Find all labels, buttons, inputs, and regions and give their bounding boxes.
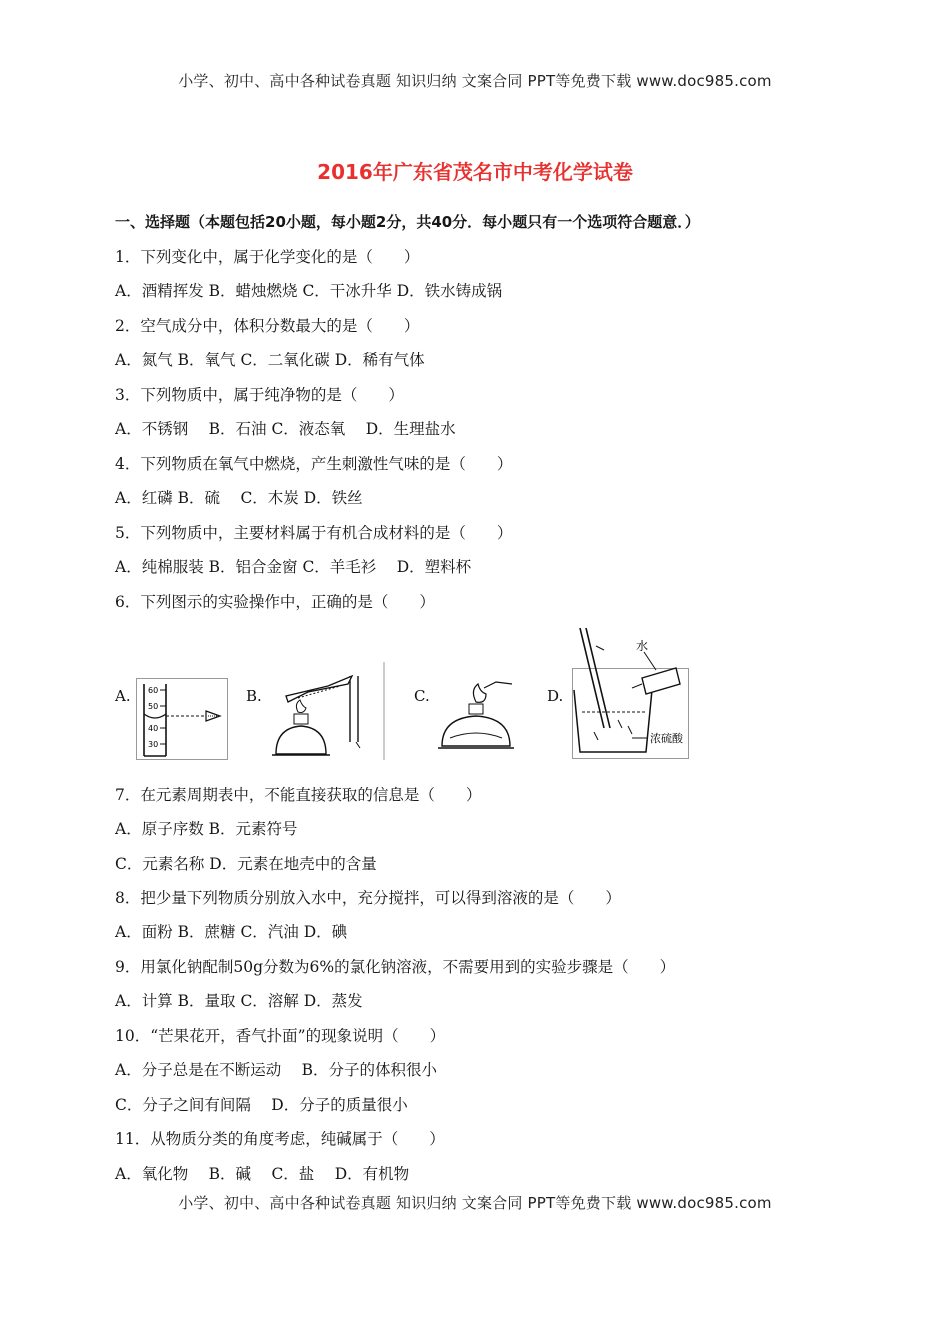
question-7-options-1: A．原子序数 B．元素符号 — [115, 820, 298, 838]
section-heading: 一、选择题（本题包括20小题，每小题2分，共40分．每小题只有一个选项符合题意．） — [115, 213, 700, 231]
question-2-options: A．氮气 B．氧气 C．二氧化碳 D．稀有气体 — [115, 351, 425, 369]
question-1-options: A．酒精挥发 B．蜡烛燃烧 C．干冰升华 D．铁水铸成锅 — [115, 282, 503, 300]
figure-label-b: B. — [246, 687, 262, 705]
page-footer: 小学、初中、高中各种试卷真题 知识归纳 文案合同 PPT等免费下载 www.doc985.com — [178, 1194, 772, 1212]
figure-label-d: D. — [547, 687, 564, 705]
question-7-options-2: C．元素名称 D．元素在地壳中的含量 — [115, 855, 377, 873]
page-header: 小学、初中、高中各种试卷真题 知识归纳 文案合同 PPT等免费下载 www.doc985.com — [178, 72, 772, 90]
question-6: 6．下列图示的实验操作中，正确的是（ ） — [115, 593, 435, 611]
figure-label-a: A. — [115, 687, 131, 705]
cylinder-mark-30: 30 — [148, 740, 159, 749]
question-1: 1．下列变化中，属于化学变化的是（ ） — [115, 248, 420, 266]
question-10-options-1: A．分子总是在不断运动 B．分子的体积很小 — [115, 1061, 438, 1079]
question-9: 9．用氯化钠配制50g分数为6%的氯化钠溶液，不需要用到的实验步骤是（ ） — [115, 958, 676, 976]
question-3-options: A．不锈钢 B．石油 C．液态氧 D．生理盐水 — [115, 420, 456, 438]
graduated-cylinder-figure — [136, 678, 228, 760]
question-7: 7．在元素周期表中，不能直接获取的信息是（ ） — [115, 786, 482, 804]
water-label: 水 — [636, 639, 649, 653]
question-11-options: A．氧化物 B．碱 C．盐 D．有机物 — [115, 1165, 410, 1183]
question-8-options: A．面粉 B．蔗糖 C．汽油 D．碘 — [115, 923, 348, 941]
question-5-options: A．纯棉服装 B．铝合金窗 C．羊毛衫 D．塑料杯 — [115, 558, 472, 576]
question-9-options: A．计算 B．量取 C．溶解 D．蒸发 — [115, 992, 363, 1010]
question-10: 10．“芒果花开，香气扑面”的现象说明（ ） — [115, 1027, 446, 1045]
cylinder-mark-50: 50 — [148, 702, 159, 711]
heating-test-tube-figure — [268, 662, 386, 760]
acid-label: 浓硫酸 — [650, 732, 683, 745]
question-8: 8．把少量下列物质分别放入水中，充分搅拌，可以得到溶液的是（ ） — [115, 889, 621, 907]
page-title: 2016年广东省茂名市中考化学试卷 — [317, 160, 633, 184]
question-11: 11．从物质分类的角度考虑，纯碱属于（ ） — [115, 1130, 445, 1148]
question-3: 3．下列物质中，属于纯净物的是（ ） — [115, 386, 404, 404]
question-4-options: A．红磷 B．硫 C．木炭 D．铁丝 — [115, 489, 363, 507]
question-5: 5．下列物质中，主要材料属于有机合成材料的是（ ） — [115, 524, 513, 542]
cylinder-mark-40: 40 — [148, 724, 159, 733]
question-10-options-2: C．分子之间有间隔 D．分子的质量很小 — [115, 1096, 408, 1114]
question-4: 4．下列物质在氧气中燃烧，产生刺激性气味的是（ ） — [115, 455, 513, 473]
dilute-acid-figure — [572, 628, 690, 760]
alcohol-lamp-figure — [436, 680, 518, 758]
figure-label-c: C. — [414, 687, 430, 705]
question-2: 2．空气成分中，体积分数最大的是（ ） — [115, 317, 420, 335]
cylinder-mark-60: 60 — [148, 686, 159, 695]
